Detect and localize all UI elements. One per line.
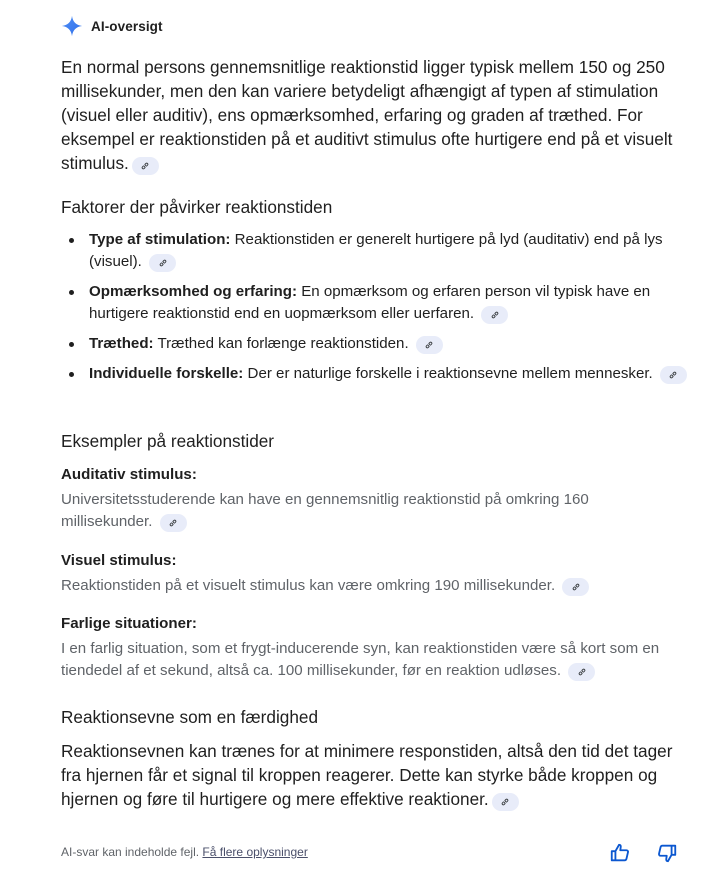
factor-text: En opmærksom og erfaren person vil typisk have en hurtigere reaktionstid end en uopmærksom eller uerfaren. [89,283,651,322]
citation-link-button[interactable] [492,793,519,811]
list-item [61,363,691,385]
factors-heading: Faktorer der påvirker reaktionstiden [61,197,333,217]
factor-term: Individuelle forskelle: [89,365,244,382]
learn-more-link[interactable]: Få flere oplysninger [202,845,308,859]
example-title: Visuel stimulus: [61,552,177,569]
link-icon [668,370,678,380]
list-item [61,333,691,355]
bullet [69,238,74,243]
footer-disclaimer [61,845,308,859]
example-body: Universitetsstuderende kan have en gennemsnitlig reaktionstid på omkring 160 millisekunder. [61,491,589,530]
factor-term: Træthed: [89,335,154,352]
skill-text: Reaktionsevnen kan trænes for at minimere responstiden, altså den tid det tager fra hjernen får et signal til kroppen reagerer. Dette kan styrke både kroppen og hjernen og føre til hurtigere og mere effektive reaktioner. [61,741,673,809]
thumbs-down-icon [656,842,678,864]
link-icon [500,797,510,807]
ai-overview-header [61,14,163,38]
citation-link-button[interactable] [568,663,595,681]
link-icon [158,258,168,268]
disclaimer-text: AI-svar kan indeholde fejl. [61,845,200,859]
intro-paragraph [61,55,686,175]
citation-link-button[interactable] [160,514,187,532]
example-body: I en farlig situation, som et frygt-inducerende syn, kan reaktionstiden være så kort som en tiendedel af et sekund, altså ca. 100 millisekunder, før en reaktion udløses. [61,640,660,679]
factor-term: Type af stimulation: [89,231,231,248]
link-icon [168,518,178,528]
bullet [69,342,74,347]
factor-text: Reaktionstiden er generelt hurtigere på lyd (auditativ) end på lys (visuel). [89,231,663,270]
thumbs-up-icon [609,842,631,864]
intro-text: En normal persons gennemsnitlige reaktionstid ligger typisk mellem 150 og 250 millisekunder, men den kan variere betydeligt afhængigt af typen af stimulation (visuel eller auditiv), ens opmærksomhed, erfaring og graden af træthed. For eksempel er reaktionstiden på et auditivt stimulus ofte hurtigere end på et visuelt stimulus. [61,57,673,173]
example-text [61,638,671,682]
bullet [69,290,74,295]
example-title: Farlige situationer: [61,615,197,632]
citation-link-button[interactable] [416,336,443,354]
bullet [69,372,74,377]
citation-link-button[interactable] [660,366,687,384]
skill-heading: Reaktionsevne som en færdighed [61,707,319,727]
ai-overview-title: AI-oversigt [91,18,163,34]
factor-text: Der er naturlige forskelle i reaktionsevne mellem mennesker. [243,365,653,382]
sparkle-icon [61,15,83,37]
skill-paragraph [61,739,686,811]
citation-link-button[interactable] [132,157,159,175]
example-title: Auditativ stimulus: [61,466,197,483]
citation-link-button[interactable] [149,254,176,272]
link-icon [490,310,500,320]
factor-text: Træthed kan forlænge reaktionstiden. [153,335,409,352]
factors-list [61,229,691,393]
link-icon [424,340,434,350]
thumbs-down-button[interactable] [656,842,678,864]
example-text [61,575,671,597]
link-icon [140,161,150,171]
link-icon [577,667,587,677]
example-text [61,489,671,533]
citation-link-button[interactable] [562,578,589,596]
list-item [61,229,691,273]
citation-link-button[interactable] [481,306,508,324]
examples-heading: Eksempler på reaktionstider [61,431,275,451]
list-item [61,281,691,325]
link-icon [571,582,581,592]
thumbs-up-button[interactable] [609,842,631,864]
example-body: Reaktionstiden på et visuelt stimulus kan være omkring 190 millisekunder. [61,577,556,594]
factor-term: Opmærksomhed og erfaring: [89,283,297,300]
